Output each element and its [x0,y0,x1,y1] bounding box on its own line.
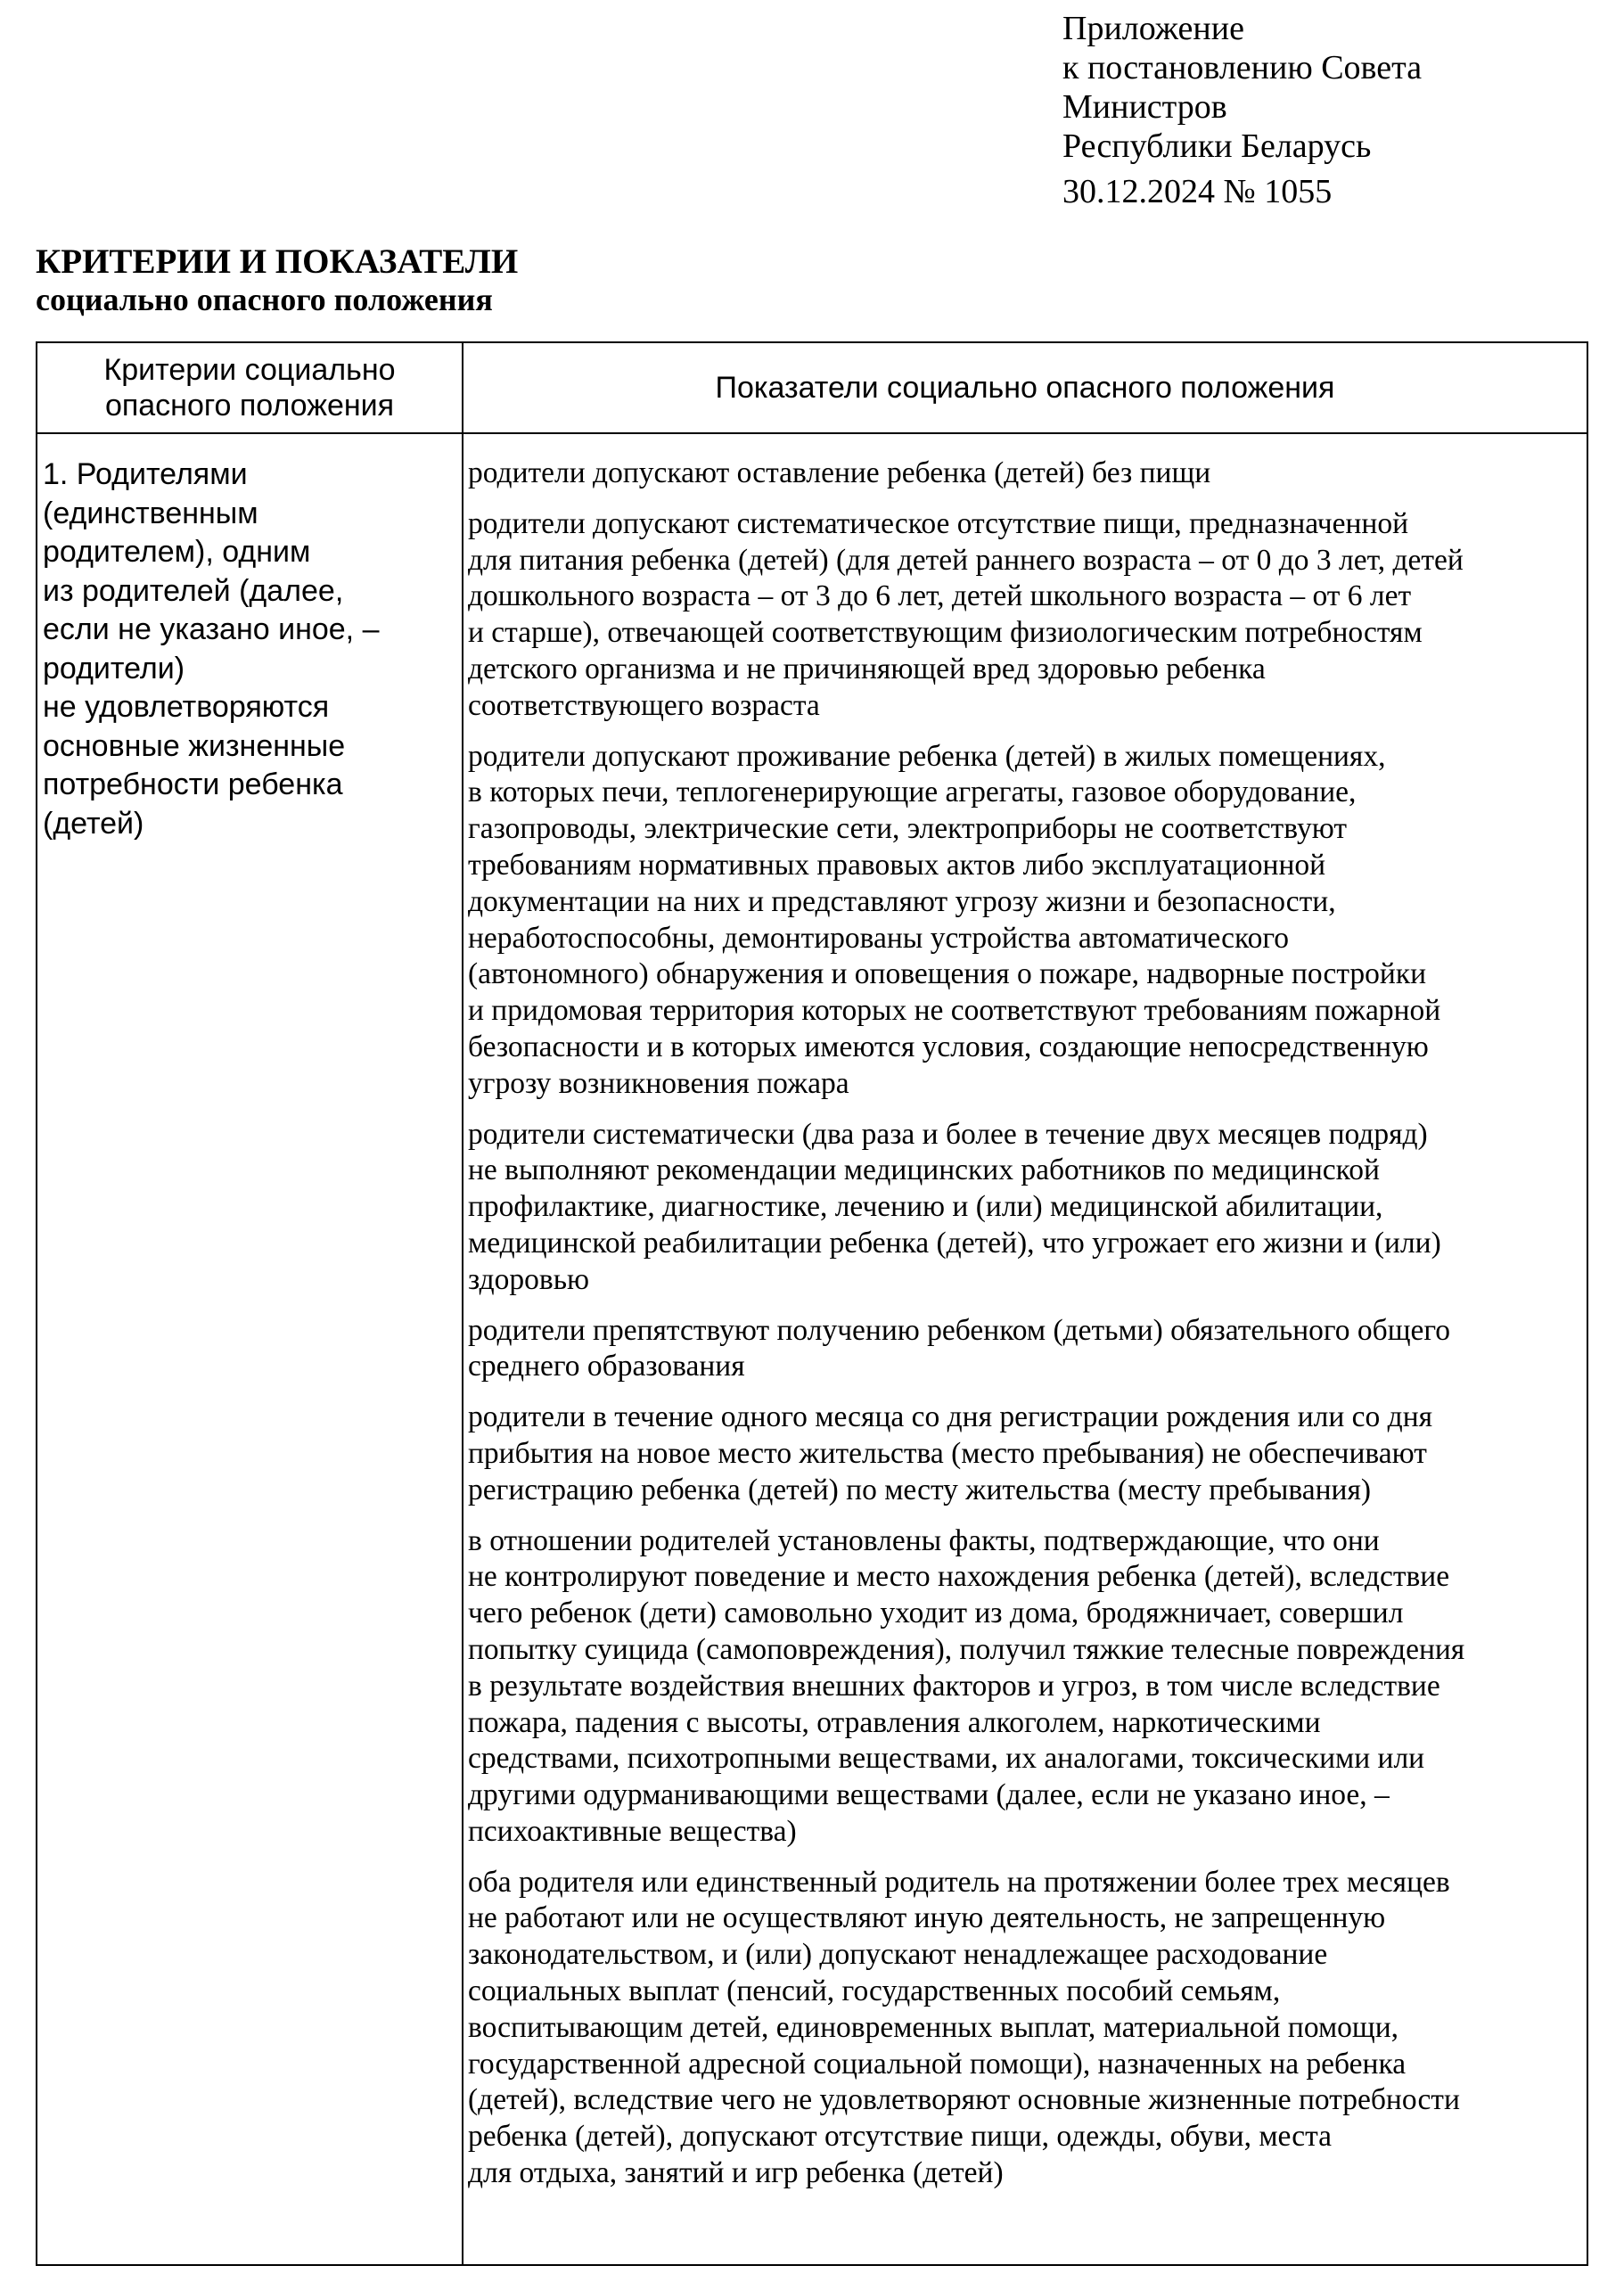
indicator-line: не контролируют поведение и место нахождения ребенка (детей), вследствие [468,1560,1450,1594]
appendix-line: Республики Беларусь [1062,127,1372,165]
criterion-line: если не указано иное, – [43,612,380,646]
indicator-line: среднего образования [468,1350,745,1383]
indicator-line: детского организма и не причиняющей вред здоровью ребенка [468,652,1266,685]
appendix-line: к постановлению Совета [1062,49,1423,86]
indicator-line: социальных выплат (пенсий, государственных пособий семьям, [468,1974,1281,2008]
indicator-item [468,506,1586,725]
indicator-line: в которых печи, теплогенерирующие агрегаты, газовое оборудование, [468,776,1357,809]
indicator-line: безопасности и в которых имеются условия, создающие непосредственную [468,1030,1429,1063]
indicator-line: попытку суицида (самоповреждения), получил тяжкие телесные повреждения [468,1632,1465,1666]
indicator-line: оба родителя или единственный родитель на протяжении более трех месяцев [468,1865,1450,1899]
criterion-line: (единственным [43,496,258,530]
header-criteria-line: опасного положения [104,389,395,423]
indicator-line: газопроводы, электрические сети, электроприборы не соответствуют [468,812,1347,846]
indicator-item [468,1865,1586,2192]
indicator-line: воспитывающим детей, единовременных выплат, материальной помощи, [468,2010,1399,2044]
indicator-item [468,1117,1586,1299]
header-criteria [37,343,462,432]
indicator-line: чего ребенок (дети) самовольно уходит из дома, бродяжничает, совершил [468,1597,1404,1630]
criterion-line: (детей) [43,806,144,841]
indicator-line: родители допускают проживание ребенка (детей) в жилых помещениях, [468,739,1386,773]
indicator-line: профилактике, диагностике, лечению и (или) медицинской абилитации, [468,1190,1383,1224]
indicators-cell [468,456,1586,2206]
indicator-item [468,1523,1586,1851]
indicator-line: прибытия на новое место жительства (место пребывания) не обеспечивают [468,1436,1427,1470]
indicator-item [468,739,1586,1103]
indicator-line: регистрацию ребенка (детей) по месту жительства (месту пребывания) [468,1473,1372,1506]
indicator-line: другими одурманивающими веществами (далее, если не указано иное, – [468,1778,1390,1812]
indicator-line: для питания ребенка (детей) (для детей раннего возраста – от 0 до 3 лет, детей [468,543,1464,577]
indicator-line: для отдыха, занятий и игр ребенка (детей) [468,2156,1004,2190]
indicator-line: в отношении родителей установлены факты, подтверждающие, что они [468,1523,1380,1557]
indicator-line: угрозу возникновения пожара [468,1066,849,1100]
indicator-line: и придомовая территория которых не соответствуют требованиям пожарной [468,994,1441,1028]
appendix-note [1062,9,1562,211]
indicator-line: не работают или не осуществляют иную деятельность, не запрещенную [468,1901,1386,1935]
indicator-line: медицинской реабилитации ребенка (детей), что угрожает его жизни и (или) [468,1226,1441,1260]
indicator-line: дошкольного возраста – от 3 до 6 лет, детей школьного возраста – от 6 лет [468,579,1412,613]
criterion-line: потребности ребенка [43,768,343,801]
indicator-line: родители препятствуют получению ребенком (детьми) обязательного общего [468,1313,1451,1347]
criterion-line: родители) [43,651,185,685]
indicator-line: родители систематически (два раза и более в течение двух месяцев подряд) [468,1117,1428,1151]
header-criteria-line: Критерии социально [103,353,396,387]
header-indicators: Показатели социально опасного положения [715,370,1335,405]
indicator-line: психоактивные вещества) [468,1814,797,1848]
indicator-item [468,1313,1586,1386]
indicator-line: средствами, психотропными веществами, их аналогами, токсическими или [468,1742,1425,1776]
indicator-line: ребенка (детей), допускают отсутствие пищи, одежды, обуви, места [468,2120,1333,2154]
criterion-cell [43,456,458,843]
appendix-date-number: 30.12.2024 № 1055 [1062,173,1333,210]
indicator-line: неработоспособны, демонтированы устройства автоматического [468,921,1290,955]
indicator-line: не выполняют рекомендации медицинских работников по медицинской [468,1153,1380,1187]
indicator-line: (автономного) обнаружения и оповещения о пожаре, надворные постройки [468,957,1427,991]
indicator-line: здоровью [468,1262,590,1296]
criterion-line: основные жизненные [43,728,346,763]
indicator-line: родители в течение одного месяца со дня регистрации рождения или со дня [468,1400,1433,1434]
appendix-line: Приложение [1062,10,1244,47]
indicator-item [468,1400,1586,1508]
indicator-line: документации на них и представляют угрозу жизни и безопасности, [468,884,1336,918]
criteria-table [36,341,1588,2266]
indicator-line: родители допускают систематическое отсутствие пищи, предназначенной [468,506,1409,540]
indicator-line: и старше), отвечающей соответствующим физиологическим потребностям [468,616,1423,650]
indicator-line: (детей), вследствие чего не удовлетворяют основные жизненные потребности [468,2083,1460,2117]
criterion-line: родителем), одним [43,535,311,569]
indicator-line: родители допускают оставление ребенка (детей) без пищи [468,456,1211,489]
document-heading [36,242,518,317]
indicator-line: требованиям нормативных правовых актов либо эксплуатационной [468,848,1326,882]
criterion-line: не удовлетворяются [43,690,330,724]
indicator-line: государственной адресной социальной помощи), назначенных на ребенка [468,2047,1407,2081]
criterion-line: из родителей (далее, [43,573,344,608]
header-divider [37,432,1587,434]
document-title: КРИТЕРИИ И ПОКАЗАТЕЛИ [36,242,519,281]
indicator-line: пожара, падения с высоты, отравления алкоголем, наркотическими [468,1705,1321,1739]
indicator-line: соответствующего возраста [468,688,820,722]
document-subtitle: социально опасного положения [36,282,493,317]
indicator-item [468,456,1586,492]
indicator-line: законодательством, и (или) допускают ненадлежащее расходование [468,1938,1328,1972]
criterion-line: 1. Родителями [43,457,248,491]
column-divider [462,343,463,2264]
indicator-line: в результате воздействия внешних факторов и угроз, в том числе вследствие [468,1669,1440,1703]
appendix-line: Министров [1062,88,1227,126]
